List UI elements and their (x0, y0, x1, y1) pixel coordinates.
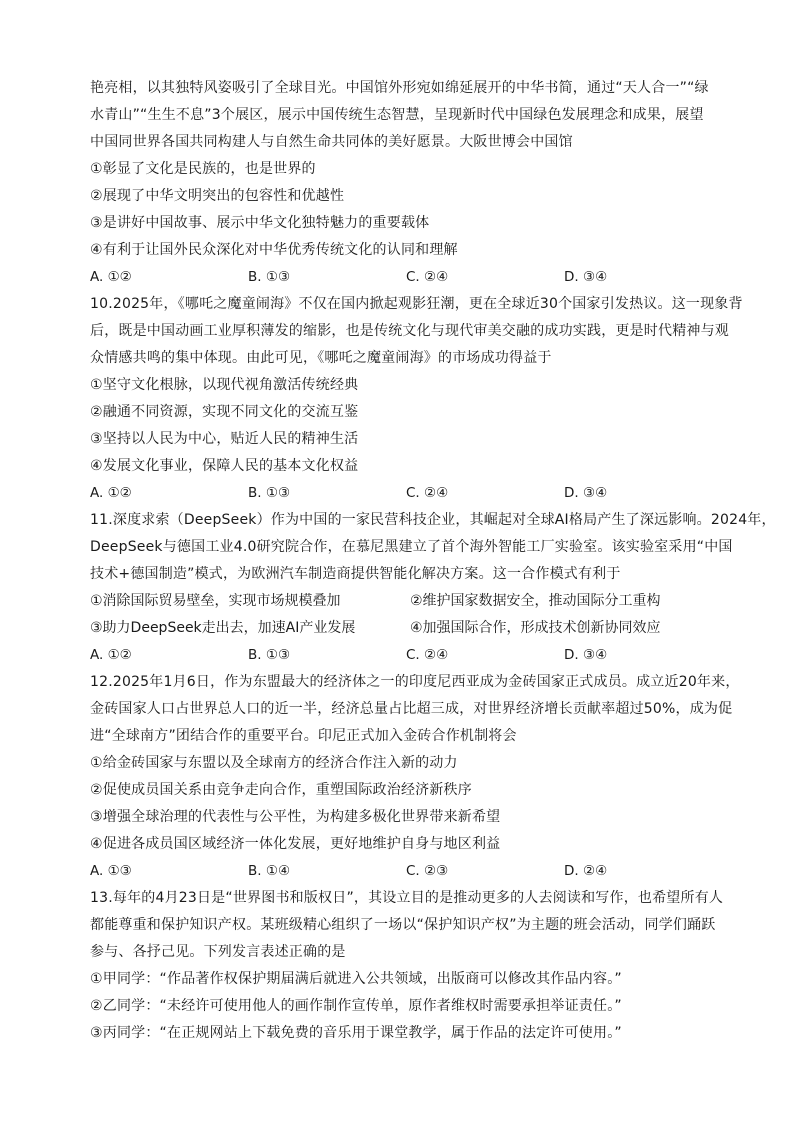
option-d: D. ③④ (564, 269, 608, 285)
statement-item: ②促使成员国关系由竞争走向合作，重塑国际政治经济新秩序 (90, 782, 472, 798)
question-10-items (90, 372, 730, 480)
question-10-options (90, 480, 730, 507)
option-a: A. ①② (90, 485, 132, 501)
option-a: A. ①③ (90, 863, 132, 879)
stem-line: 12.2025年1月6日，作为东盟最大的经济体之一的印度尼西亚成为金砖国家正式成员。成立近20年来， (90, 674, 740, 690)
option-c: C. ②④ (406, 647, 449, 663)
exam-page (90, 75, 776, 1047)
question-13-items (90, 966, 730, 1047)
statement-item: ③是讲好中国故事、展示中华文化独特魅力的重要载体 (90, 215, 430, 231)
question-11-items (90, 588, 730, 642)
question-11-options (90, 642, 730, 669)
stem-line: 后，既是中国动画工业厚积薄发的缩影，也是传统文化与现代审美交融的成功实践，更是时代精神与观 (90, 323, 729, 339)
question-10-stem (90, 291, 743, 372)
stem-line: DeepSeek与德国工业4.0研究院合作，在慕尼黑建立了首个海外智能工厂实验室。该实验室采用“中国 (90, 539, 733, 555)
option-d: D. ③④ (564, 647, 608, 663)
stem-line: 10.2025年，《哪吒之魔童闹海》不仅在国内掀起观影狂潮，更在全球近30个国家引发热议。这一现象背 (90, 296, 743, 312)
stem-line: 参与、各抒己见。下列发言表述正确的是 (90, 944, 346, 960)
option-d: D. ③④ (564, 485, 608, 501)
option-b: B. ①③ (248, 485, 291, 501)
statement-item: ③助力DeepSeek走出去，加速AI产业发展 (90, 620, 356, 636)
statement-item: ②维护国家数据安全，推动国际分工重构 (410, 593, 661, 609)
question-9-items (90, 156, 730, 264)
statement-item: ④促进各成员国区域经济一体化发展，更好地维护自身与地区利益 (90, 836, 501, 852)
statement-item: ②乙同学：“未经许可使用他人的画作制作宣传单，原作者维权时需要承担举证责任。” (90, 998, 622, 1014)
question-12-stem (90, 669, 740, 750)
option-d: D. ②④ (564, 863, 608, 879)
question-12-items (90, 750, 730, 858)
question-9-stem (90, 75, 730, 156)
stem-line: 技术+德国制造”模式，为欧洲汽车制造商提供智能化解决方案。这一合作模式有利于 (90, 566, 621, 582)
option-c: C. ②④ (406, 485, 449, 501)
statement-item: ④有利于让国外民众深化对中华优秀传统文化的认同和理解 (90, 242, 458, 258)
stem-line: 11.深度求索（DeepSeek）作为中国的一家民营科技企业，其崛起对全球AI格局产生了深远影响。2024年， (90, 512, 776, 528)
question-11-stem (90, 507, 776, 588)
stem-line: 13.每年的4月23日是“世界图书和版权日”，其设立目的是推动更多的人去阅读和写作，也希望所有人 (90, 890, 724, 906)
stem-line: 水青山”“生生不息”3个展区，展示中国传统生态智慧，呈现新时代中国绿色发展理念和成果，展望 (90, 107, 704, 123)
statement-row (90, 588, 730, 615)
statement-item: ④发展文化事业，保障人民的基本文化权益 (90, 458, 359, 474)
option-b: B. ①③ (248, 647, 291, 663)
statement-item: ③增强全球治理的代表性与公平性，为构建多极化世界带来新希望 (90, 809, 501, 825)
stem-line: 都能尊重和保护知识产权。某班级精心组织了一场以“保护知识产权”为主题的班会活动，同学们踊跃 (90, 917, 716, 933)
stem-line: 众情感共鸣的集中体现。由此可见，《哪吒之魔童闹海》的市场成功得益于 (90, 350, 552, 366)
statement-item: ③坚持以人民为中心，贴近人民的精神生活 (90, 431, 359, 447)
option-b: B. ①④ (248, 863, 291, 879)
stem-line: 艳亮相，以其独特风姿吸引了全球目光。中国馆外形宛如绵延展开的中华书简，通过“天人合一”“绿 (90, 80, 709, 96)
statement-item: ②融通不同资源，实现不同文化的交流互鉴 (90, 404, 359, 420)
option-b: B. ①③ (248, 269, 291, 285)
statement-item: ①甲同学：“作品著作权保护期届满后就进入公共领域，出版商可以修改其作品内容。” (90, 971, 622, 987)
stem-line: 进“全球南方”团结合作的重要平台。印尼正式加入金砖合作机制将会 (90, 728, 517, 744)
question-12-options (90, 858, 730, 885)
question-9-options (90, 264, 730, 291)
option-a: A. ①② (90, 269, 132, 285)
option-c: C. ②④ (406, 269, 449, 285)
question-13-stem (90, 885, 730, 966)
statement-item: ④加强国际合作，形成技术创新协同效应 (410, 620, 661, 636)
stem-line: 金砖国家人口占世界总人口的近一半，经济总量占比超三成，对世界经济增长贡献率超过50%，成为促 (90, 701, 733, 717)
option-a: A. ①② (90, 647, 132, 663)
statement-item: ①彰显了文化是民族的，也是世界的 (90, 161, 316, 177)
statement-item: ①消除国际贸易壁垒，实现市场规模叠加 (90, 593, 341, 609)
statement-item: ①给金砖国家与东盟以及全球南方的经济合作注入新的动力 (90, 755, 458, 771)
statement-item: ③丙同学：“在正规网站上下载免费的音乐用于课堂教学，属于作品的法定许可使用。” (90, 1025, 622, 1041)
stem-line: 中国同世界各国共同构建人与自然生命共同体的美好愿景。大阪世博会中国馆 (90, 134, 573, 150)
statement-item: ①坚守文化根脉，以现代视角激活传统经典 (90, 377, 359, 393)
option-c: C. ②③ (406, 863, 449, 879)
statement-row (90, 615, 730, 642)
statement-item: ②展现了中华文明突出的包容性和优越性 (90, 188, 345, 204)
